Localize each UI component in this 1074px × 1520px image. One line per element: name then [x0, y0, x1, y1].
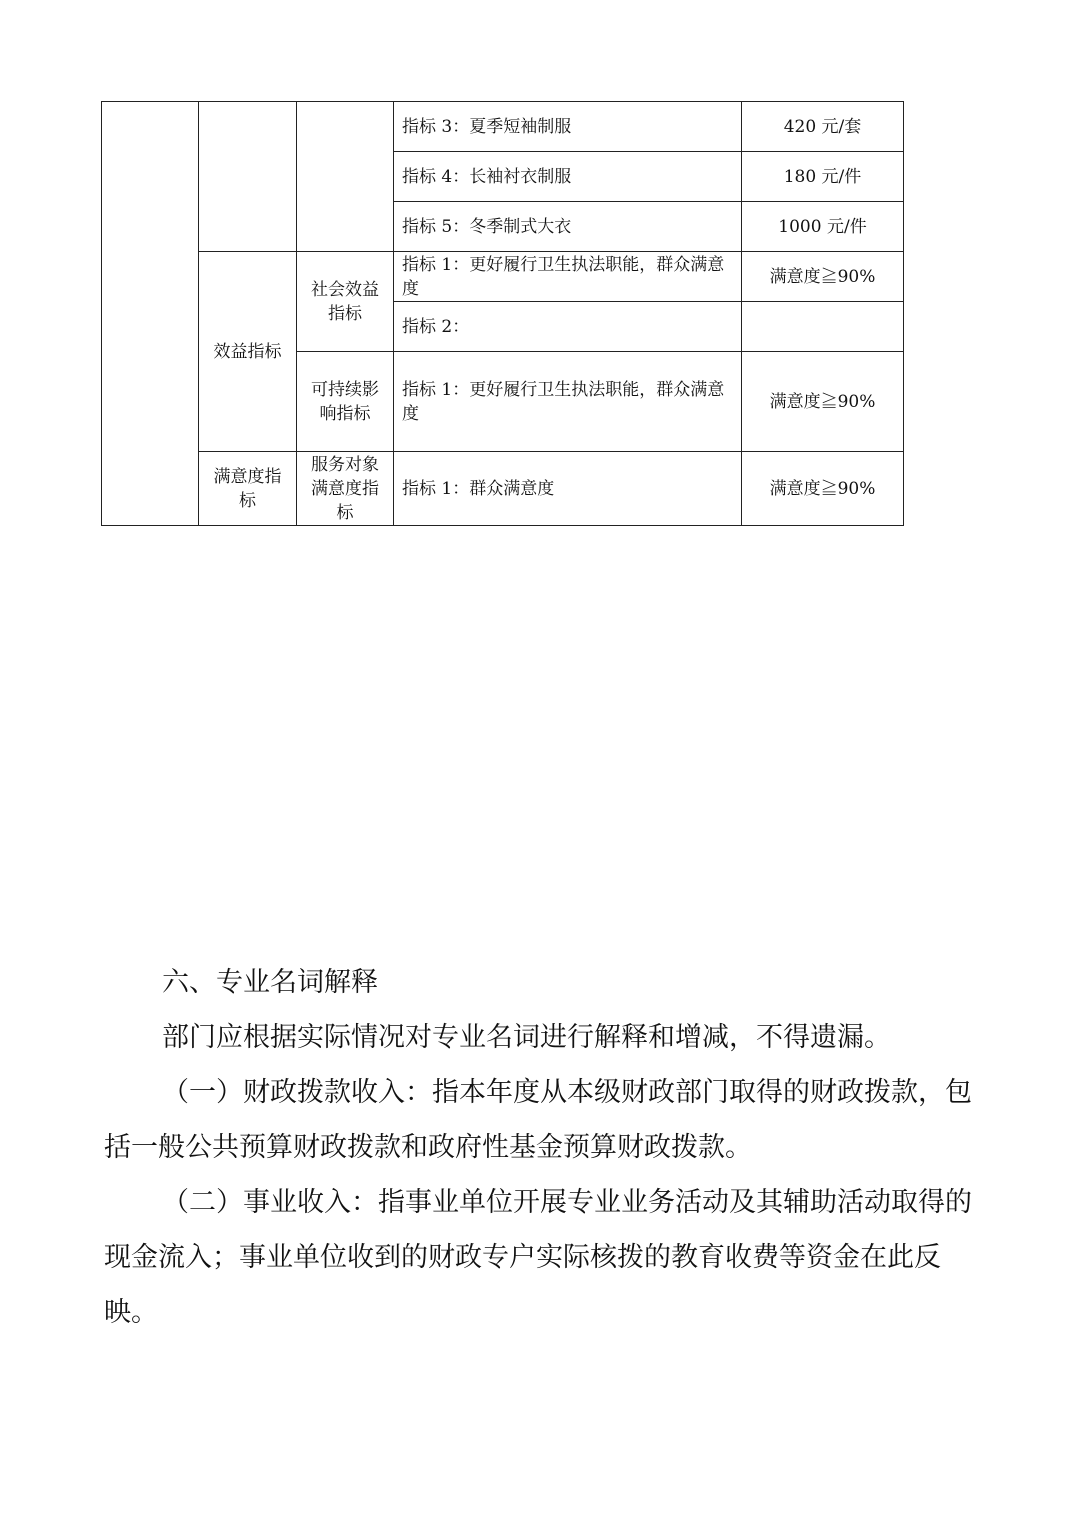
indicator-cell: 指标 1：更好履行卫生执法职能，群众满意度	[394, 252, 742, 302]
value-cell: 满意度≧90%	[742, 352, 904, 452]
indicator-cell: 指标 1：更好履行卫生执法职能，群众满意度	[394, 352, 742, 452]
table-row	[102, 102, 904, 152]
value-cell	[742, 302, 904, 352]
section-title: 六、专业名词解释	[162, 967, 378, 998]
level2-cell-empty	[297, 102, 394, 252]
value-cell: 1000 元/件	[742, 202, 904, 252]
indicator-cell: 指标 5：冬季制式大衣	[394, 202, 742, 252]
paragraph: 部门应根据实际情况对专业名词进行解释和增减，不得遗漏。	[162, 1022, 891, 1053]
paragraph: （二）事业收入：指事业单位开展专业业务活动及其辅助活动取得的现金流入；事业单位收到的财政专户实际核拨的教育收费等资金在此反映。	[104, 1187, 972, 1328]
paragraph: （一）财政拨款收入：指本年度从本级财政部门取得的财政拨款，包括一般公共预算财政拨款和政府性基金预算财政拨款。	[104, 1077, 972, 1163]
value-cell: 满意度≧90%	[742, 452, 904, 526]
table-row	[102, 452, 904, 526]
table-row	[102, 252, 904, 302]
service-satisfaction-cell: 服务对象满意度指标	[297, 452, 394, 526]
value-cell: 420 元/套	[742, 102, 904, 152]
level0-cell-empty	[102, 102, 199, 526]
indicator-cell: 指标 4：长袖衬衣制服	[394, 152, 742, 202]
sustainable-impact-cell: 可持续影响指标	[297, 352, 394, 452]
satisfaction-indicator-cell: 满意度指标	[199, 452, 297, 526]
performance-indicator-table	[101, 101, 904, 526]
value-cell: 满意度≧90%	[742, 252, 904, 302]
value-cell: 180 元/件	[742, 152, 904, 202]
indicator-cell: 指标 3：夏季短袖制服	[394, 102, 742, 152]
level1-cell-empty	[199, 102, 297, 252]
social-benefit-cell: 社会效益指标	[297, 252, 394, 352]
benefit-indicator-cell: 效益指标	[199, 252, 297, 452]
indicator-cell: 指标 2：	[394, 302, 742, 352]
indicator-cell: 指标 1：群众满意度	[394, 452, 742, 526]
